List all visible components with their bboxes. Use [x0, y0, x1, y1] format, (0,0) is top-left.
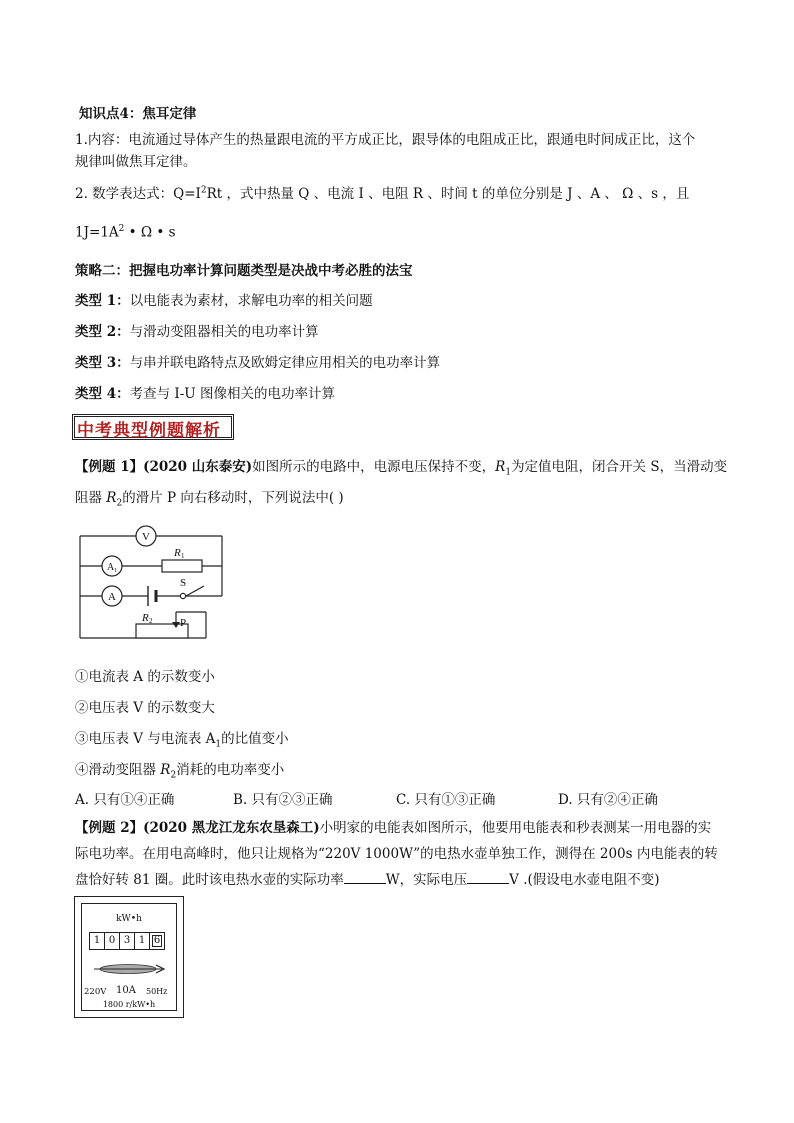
meter-spec-frequency: 50Hz: [146, 987, 168, 996]
choice-a[interactable]: A. 只有①④正确: [75, 792, 175, 808]
voltage-answer-blank[interactable]: [467, 871, 509, 884]
unit-text-b: • Ω • s: [124, 224, 176, 241]
r2-sub: 2: [116, 498, 123, 509]
a1-label: A: [107, 562, 115, 573]
formula-sup: 2: [200, 185, 207, 196]
section-title: 中考典型例题解析: [77, 421, 221, 441]
meter-digit-decimal: 6: [149, 932, 165, 950]
content-line-2: 规律叫做焦耳定律。: [75, 154, 197, 170]
r2-label: R: [142, 612, 149, 624]
type-item: [75, 289, 373, 309]
example-1-text-a: 如图所示的电路中，电源电压保持不变，: [252, 459, 496, 475]
v-label: V: [142, 531, 150, 543]
statement-3-a: ③电压表 V 与电流表 A: [75, 731, 216, 747]
section-title-box: [72, 414, 234, 440]
choice-d[interactable]: D. 只有②④正确: [558, 792, 658, 808]
meter-digit: 1: [134, 932, 150, 950]
unit-line: [75, 224, 176, 241]
statement-4-sub: 2: [170, 770, 177, 781]
r1-label-sub: 1: [181, 552, 185, 560]
example-2-label: 【例题 2】: [75, 820, 144, 836]
r1-symbol: R: [495, 459, 506, 475]
strategy-title: 策略二：把握电功率计算问题类型是决战中考必胜的法宝: [75, 263, 413, 279]
a-label: A: [108, 591, 116, 603]
statement-4-a: ④滑动变阻器: [75, 762, 161, 778]
statement-3-sub: 1: [215, 739, 222, 750]
example-2-source: (2020 黑龙江龙东农垦森工): [143, 820, 320, 836]
choice-b[interactable]: B. 只有②③正确: [233, 792, 333, 808]
r1-label: R: [174, 547, 181, 559]
meter-spec-voltage: 220V: [84, 987, 107, 997]
meter-digit: 3: [119, 932, 135, 950]
circuit-diagram: [76, 520, 232, 644]
example-2-text-d: W，实际电压: [385, 872, 468, 888]
p-label: P: [180, 617, 187, 629]
content-line-1: 1.内容：电流通过导体产生的热量跟电流的平方成正比，跟导体的电阻成正比，跟通电时间成正比，这个: [75, 132, 696, 148]
statement-3-b: 的比值变小: [221, 731, 289, 747]
type-label: 类型 4：: [75, 386, 130, 402]
meter-spec-current: 10A: [116, 985, 136, 996]
meter-revolutions: 1800 r/kW•h: [102, 1000, 156, 1009]
example-1-label: 【例题 1】: [75, 459, 144, 475]
r2-label-sub: 2: [149, 617, 153, 625]
unit-sup: 2: [118, 224, 125, 234]
example-1-text-d: 的滑片 P 向右移动时，下列说法中( ): [122, 490, 344, 506]
choice-c[interactable]: C. 只有①③正确: [396, 792, 496, 808]
formula-text-a: 2. 数学表达式：Q=I: [75, 186, 201, 202]
statement-4-b: 消耗的电功率变小: [176, 762, 285, 778]
statement-4-r: R: [160, 762, 171, 778]
energy-meter-face: [81, 903, 177, 1011]
example-1-line-1: [75, 455, 727, 478]
type-item: [75, 382, 335, 402]
meter-unit: kW•h: [116, 914, 142, 924]
unit-text-a: 1J=1A: [75, 224, 119, 241]
type-text: 考查与 I-U 图像相关的电功率计算: [129, 386, 335, 402]
example-2-text-e: V .(假设电水壶电阻不变): [509, 872, 660, 888]
statement-2: ②电压表 V 的示数变大: [75, 700, 215, 716]
type-label: 类型 2：: [75, 324, 130, 340]
type-text: 以电能表为素材，求解电功率的相关问题: [129, 293, 373, 309]
example-1-source: (2020 山东泰安): [143, 459, 253, 475]
type-item: [75, 320, 319, 340]
statement-3: [75, 727, 289, 750]
meter-digits: [89, 932, 164, 950]
example-2-text-c: 盘恰好转 81 圈。此时该电热水壶的实际功率: [75, 872, 344, 888]
type-text: 与串并联电路特点及欧姆定律应用相关的电功率计算: [129, 355, 441, 371]
example-2-line-3: [75, 868, 660, 888]
statement-4: [75, 758, 284, 781]
example-2-line-1: [75, 816, 711, 836]
switch-contact: [180, 593, 185, 598]
a1-label-sub: 1: [114, 568, 117, 574]
r2-symbol: R: [106, 490, 117, 506]
meter-disc-icon: [92, 962, 168, 976]
example-2-text-a: 小明家的电能表如图所示，他要用电能表和秒表测某一用电器的实: [319, 820, 712, 836]
s-label: S: [180, 577, 187, 589]
example-1-text-b: 为定值电阻，闭合开关 S，当滑动变: [511, 459, 728, 475]
power-answer-blank[interactable]: [344, 871, 386, 884]
type-text: 与滑动变阻器相关的电功率计算: [129, 324, 319, 340]
knowledge-point-title: 知识点4：焦耳定律: [79, 106, 197, 122]
type-label: 类型 3：: [75, 355, 130, 371]
example-2-line-2: 际电功率。在用电高峰时，他只让规格为“220V 1000W”的电热水壶单独工作，测得在 200s 内电能表的转: [75, 846, 718, 862]
example-1-text-c: 阻器: [75, 490, 107, 506]
formula-line: [75, 182, 689, 202]
meter-digit: 0: [104, 932, 120, 950]
resistor-r1: [162, 560, 202, 572]
formula-text-b: Rt ，式中热量 Q 、电流 I 、电阻 R 、时间 t 的单位分别是 J 、A 、 Ω 、s ，且: [206, 186, 690, 202]
energy-meter: [74, 896, 184, 1018]
example-1-line-2: [75, 486, 344, 509]
type-item: [75, 351, 440, 371]
r1-sub: 1: [505, 467, 512, 478]
statement-1: ①电流表 A 的示数变小: [75, 669, 215, 685]
type-label: 类型 1：: [75, 293, 130, 309]
meter-digit: 1: [89, 932, 105, 950]
